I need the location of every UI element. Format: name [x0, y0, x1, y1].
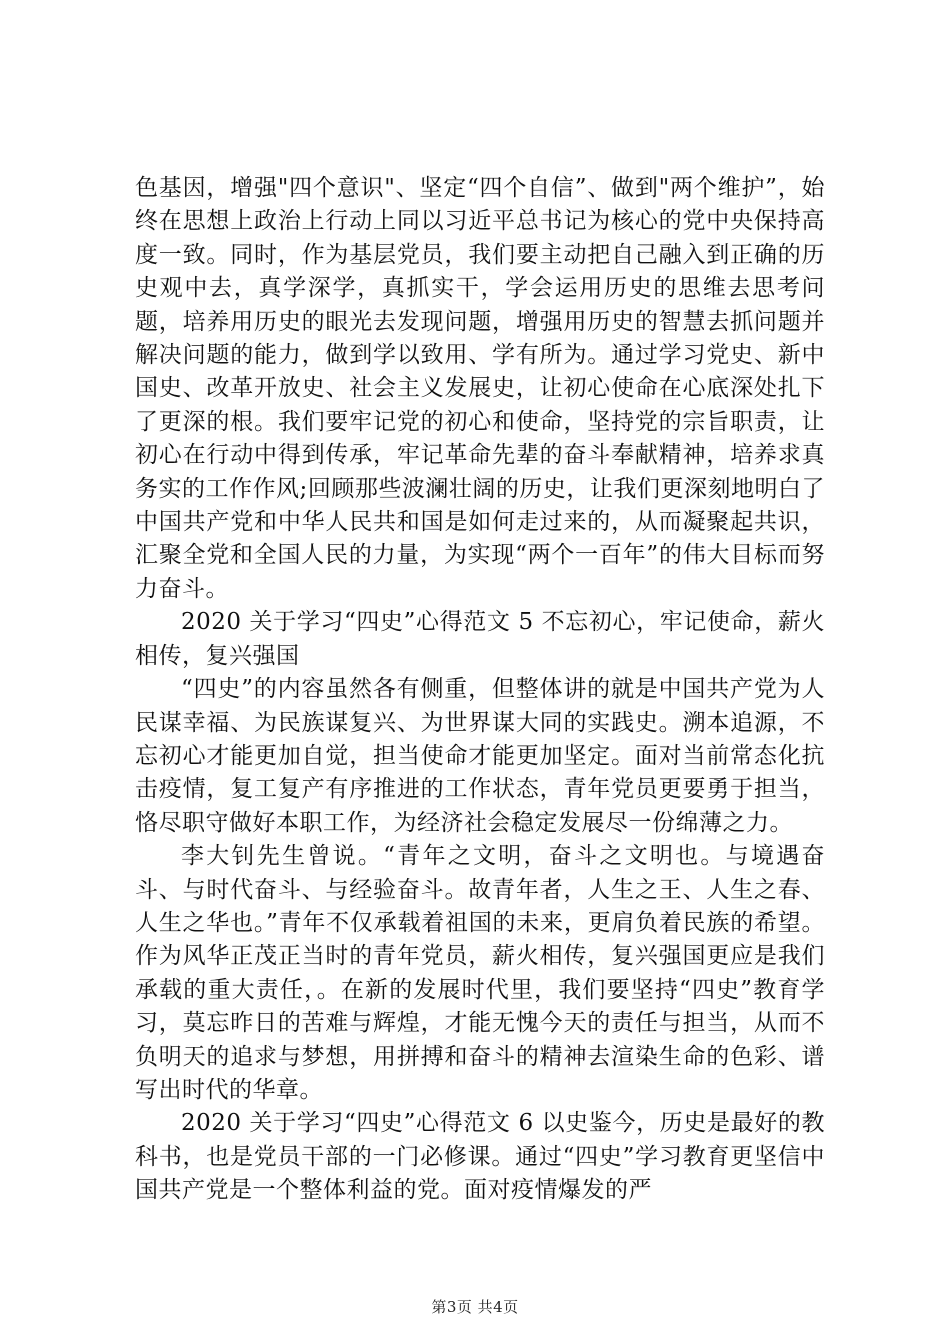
document-body	[135, 172, 825, 1208]
paragraph-li-dazhao: 李大钊先生曾说。“青年之文明，奋斗之文明也。与境遇奋斗、与时代奋斗、与经验奋斗。故青年者，人生之王、人生之春、人生之华也。”青年不仅承载着祖国的未来，更肩负着民族的希望。作为风华正茂正当时的青年党员，薪火相传，复兴强国更应是我们承载的重大责任，。在新的发展时代里，我们要坚持“四史”教育学习，莫忘昨日的苦难与辉煌，才能无愧今天的责任与担当，从而不负明天的追求与梦想，用拼搏和奋斗的精神去渲染生命的色彩、谱写出时代的华章。	[135, 843, 825, 1103]
paragraph-continuation: 色基因，增强"四个意识"、坚定“四个自信”、做到"两个维护”，始终在思想上政治上行动上同以习近平总书记为核心的党中央保持高度一致。同时，作为基层党员，我们要主动把自己融入到正确的历史观中去，真学深学，真抓实干，学会运用历史的思维去思考问题，培养用历史的眼光去发现问题，增强用历史的智慧去抓问题并解决问题的能力，做到学以致用、学有所为。通过学习党史、新中国史、改革开放史、社会主义发展史，让初心使命在心底深处扎下了更深的根。我们要牢记党的初心和使命，坚持党的宗旨职责，让初心在行动中得到传承，牢记革命先辈的奋斗奉献精神，培养求真务实的工作作风;回顾那些波澜壮阔的历史，让我们更深刻地明白了中国共产党和中华人民共和国是如何走过来的，从而凝聚起共识，汇聚全党和全国人民的力量，为实现“两个一百年”的伟大目标而努力奋斗。	[135, 175, 825, 602]
paragraph-four-histories: “四史”的内容虽然各有侧重，但整体讲的就是中国共产党为人民谋幸福、为民族谋复兴、为世界谋大同的实践史。溯本追源，不忘初心才能更加自觉，担当使命才能更加坚定。面对当前常态化抗击疫情，复工复产有序推进的工作状态，青年党员更要勇于担当，恪尽职守做好本职工作，为经济社会稳定发展尽一份绵薄之力。	[135, 676, 825, 836]
section-heading-essay-5: 2020 关于学习“四史”心得范文 5 不忘初心，牢记使命，薪火相传，复兴强国	[135, 609, 825, 669]
section-heading-essay-6: 2020 关于学习“四史”心得范文 6 以史鉴今，历史是最好的教科书，也是党员干部的一门必修课。通过“四史”学习教育更坚信中国共产党是一个整体利益的党。面对疫情爆发的严	[135, 1110, 825, 1204]
page-footer: 第3页 共4页	[431, 1298, 519, 1316]
